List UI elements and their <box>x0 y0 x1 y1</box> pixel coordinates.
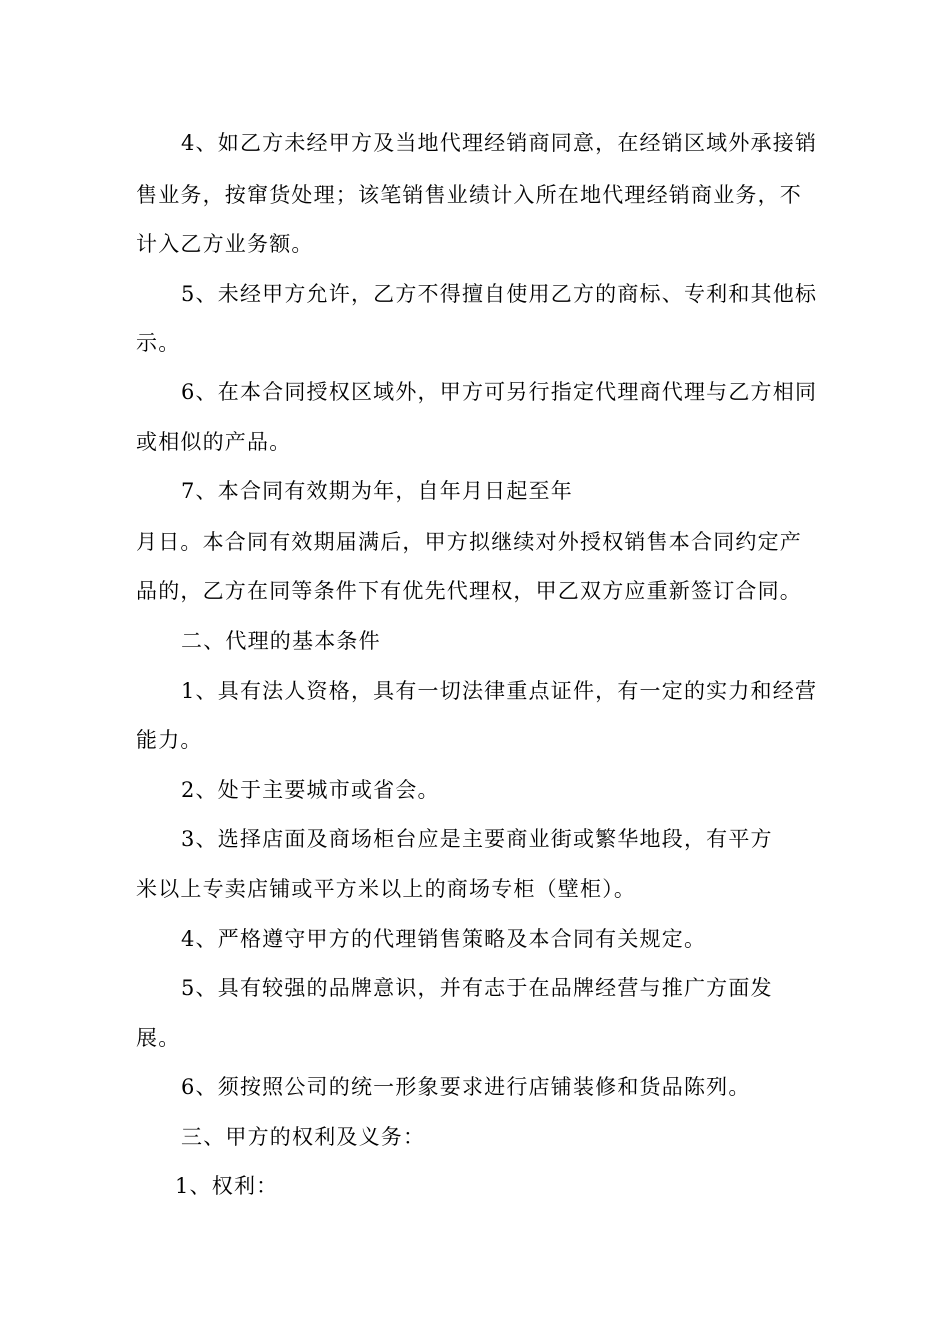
paragraph-line: 3、选择店面及商场柜台应是主要商业街或繁华地段，有平方 <box>181 827 773 851</box>
paragraph-line: 5、具有较强的品牌意识，并有志于在品牌经营与推广方面发 <box>181 976 773 1000</box>
paragraph-line: 品的，乙方在同等条件下有优先代理权，甲乙双方应重新签订合同。 <box>136 579 802 603</box>
paragraph-line: 计入乙方业务额。 <box>136 232 314 256</box>
paragraph-line: 示。 <box>136 331 181 355</box>
section-heading: 三、甲方的权利及义务： <box>181 1125 426 1149</box>
paragraph-line: 或相似的产品。 <box>136 430 292 454</box>
paragraph-line: 售业务，按窜货处理；该笔销售业绩计入所在地代理经销商业务，不 <box>136 183 802 207</box>
paragraph-line: 5、未经甲方允许，乙方不得擅自使用乙方的商标、专利和其他标 <box>181 282 818 306</box>
paragraph-line: 1、具有法人资格，具有一切法律重点证件，有一定的实力和经营 <box>181 679 818 703</box>
subsection-heading: 1、权利： <box>175 1174 279 1198</box>
paragraph-line: 4、严格遵守甲方的代理销售策略及本合同有关规定。 <box>181 927 707 951</box>
paragraph-line: 2、处于主要城市或省会。 <box>181 778 440 802</box>
paragraph-line: 4、如乙方未经甲方及当地代理经销商同意，在经销区域外承接销 <box>181 131 818 155</box>
paragraph-line: 月日。本合同有效期届满后，甲方拟继续对外授权销售本合同约定产 <box>136 530 802 554</box>
paragraph-line: 7、本合同有效期为年，自年月日起至年 <box>181 479 573 503</box>
section-heading: 二、代理的基本条件 <box>181 629 381 653</box>
paragraph-line: 米以上专卖店铺或平方米以上的商场专柜（壁柜）。 <box>136 877 637 901</box>
paragraph-line: 6、须按照公司的统一形象要求进行店铺装修和货品陈列。 <box>181 1075 751 1099</box>
paragraph-line: 6、在本合同授权区域外，甲方可另行指定代理商代理与乙方相同 <box>181 380 818 404</box>
paragraph-line: 展。 <box>136 1026 181 1050</box>
paragraph-line: 能力。 <box>136 728 203 752</box>
